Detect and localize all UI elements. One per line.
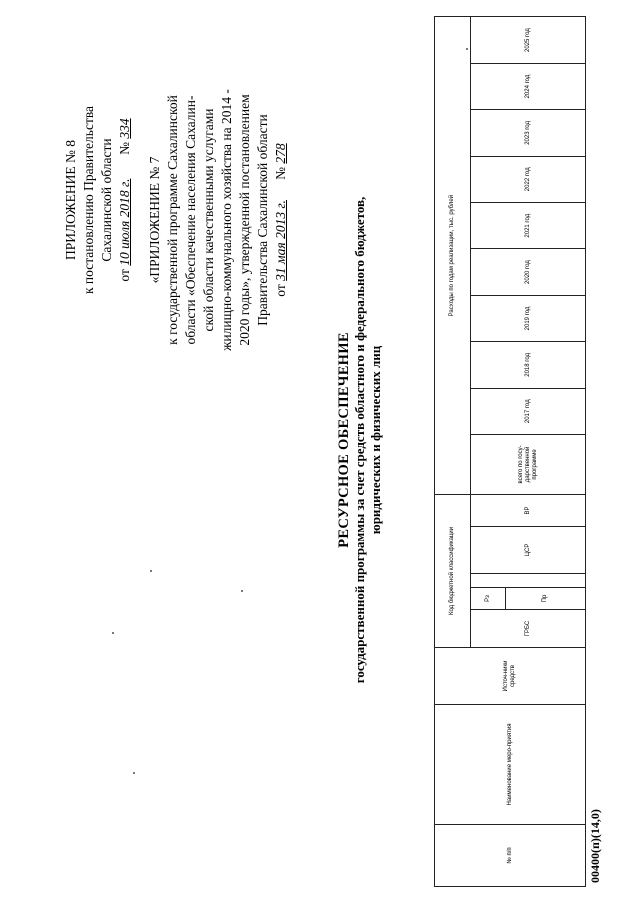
document-code: 00400(п)(14,0) bbox=[588, 809, 602, 883]
header-year: 2019 год bbox=[471, 295, 586, 341]
document-title bbox=[336, 170, 384, 710]
appendix-8-line: к постановлению Правительства bbox=[81, 105, 96, 295]
scan-speck bbox=[150, 570, 152, 572]
header-num: № п/п bbox=[435, 825, 586, 887]
header-total: всего по госу-дарственной программе bbox=[471, 434, 586, 494]
scan-speck bbox=[133, 772, 135, 774]
appendix-7-line: 2020 годы», утвержденной постановлением bbox=[237, 94, 252, 346]
header-empty bbox=[471, 574, 586, 588]
appendix-7-block bbox=[146, 60, 290, 380]
scan-speck bbox=[241, 590, 243, 592]
header-grbs: ГРБС bbox=[471, 610, 586, 648]
appendix-7-line: жилищно-коммунального хозяйства на 2014 - bbox=[219, 89, 234, 351]
appendix-8-block bbox=[62, 60, 134, 340]
header-year: 2023 год bbox=[471, 110, 586, 156]
header-rz: Рз bbox=[471, 588, 506, 610]
number-label: № bbox=[273, 166, 288, 180]
header-year: 2020 год bbox=[471, 249, 586, 295]
appendix-7-date: 31 мая 2013 г. bbox=[273, 200, 288, 281]
header-vr: ВР bbox=[471, 494, 586, 526]
title-subheading: государственной программы за счет средств областного и федерального бюджетов, bbox=[352, 196, 367, 684]
header-year: 2022 год bbox=[471, 156, 586, 202]
from-label: от bbox=[273, 284, 288, 297]
scan-speck bbox=[466, 48, 468, 50]
title-heading: РЕСУРСНОЕ ОБЕСПЕЧЕНИЕ bbox=[336, 332, 352, 548]
appendix-7-line: ской области качественными услугами bbox=[201, 108, 216, 332]
header-budget-group: Код бюджетной классификации bbox=[435, 494, 471, 647]
appendix-7-line: Правительства Сахалинской области bbox=[255, 114, 270, 326]
title-subheading: юридических и физических лиц bbox=[368, 345, 383, 535]
number-label: № bbox=[117, 142, 132, 155]
header-source: Источ-ники средств bbox=[435, 648, 586, 705]
appendix-8-line: Сахалинской области bbox=[99, 138, 114, 262]
header-year: 2017 год bbox=[471, 388, 586, 434]
scan-speck bbox=[112, 632, 114, 634]
appendix-7-title: «ПРИЛОЖЕНИЕ № 7 bbox=[147, 156, 162, 284]
appendix-8-title: ПРИЛОЖЕНИЕ № 8 bbox=[63, 139, 78, 261]
header-year: 2021 год bbox=[471, 202, 586, 248]
appendix-7-line: области «Обеспечение населения Сахалин- bbox=[183, 95, 198, 345]
appendix-8-number: 334 bbox=[117, 118, 132, 139]
from-label: от bbox=[117, 269, 132, 282]
header-csr: ЦСР bbox=[471, 527, 586, 574]
header-year: 2018 год bbox=[471, 342, 586, 388]
appendix-7-line: к государственной программе Сахалинской bbox=[165, 95, 180, 345]
header-pr: Пр bbox=[506, 588, 586, 610]
appendix-8-date: 10 июля 2018 г. bbox=[117, 178, 132, 266]
appendix-7-number: 278 bbox=[273, 143, 288, 164]
header-name: Наименование меро-приятия bbox=[435, 705, 586, 825]
header-year: 2024 год bbox=[471, 63, 586, 109]
appendix-7-date-line bbox=[272, 60, 290, 380]
header-year: 2025 год bbox=[471, 17, 586, 63]
resource-table bbox=[434, 16, 586, 887]
appendix-8-date-line bbox=[116, 60, 134, 340]
header-expense-group: Расходы по годам реализации, тыс. рублей bbox=[435, 17, 471, 495]
